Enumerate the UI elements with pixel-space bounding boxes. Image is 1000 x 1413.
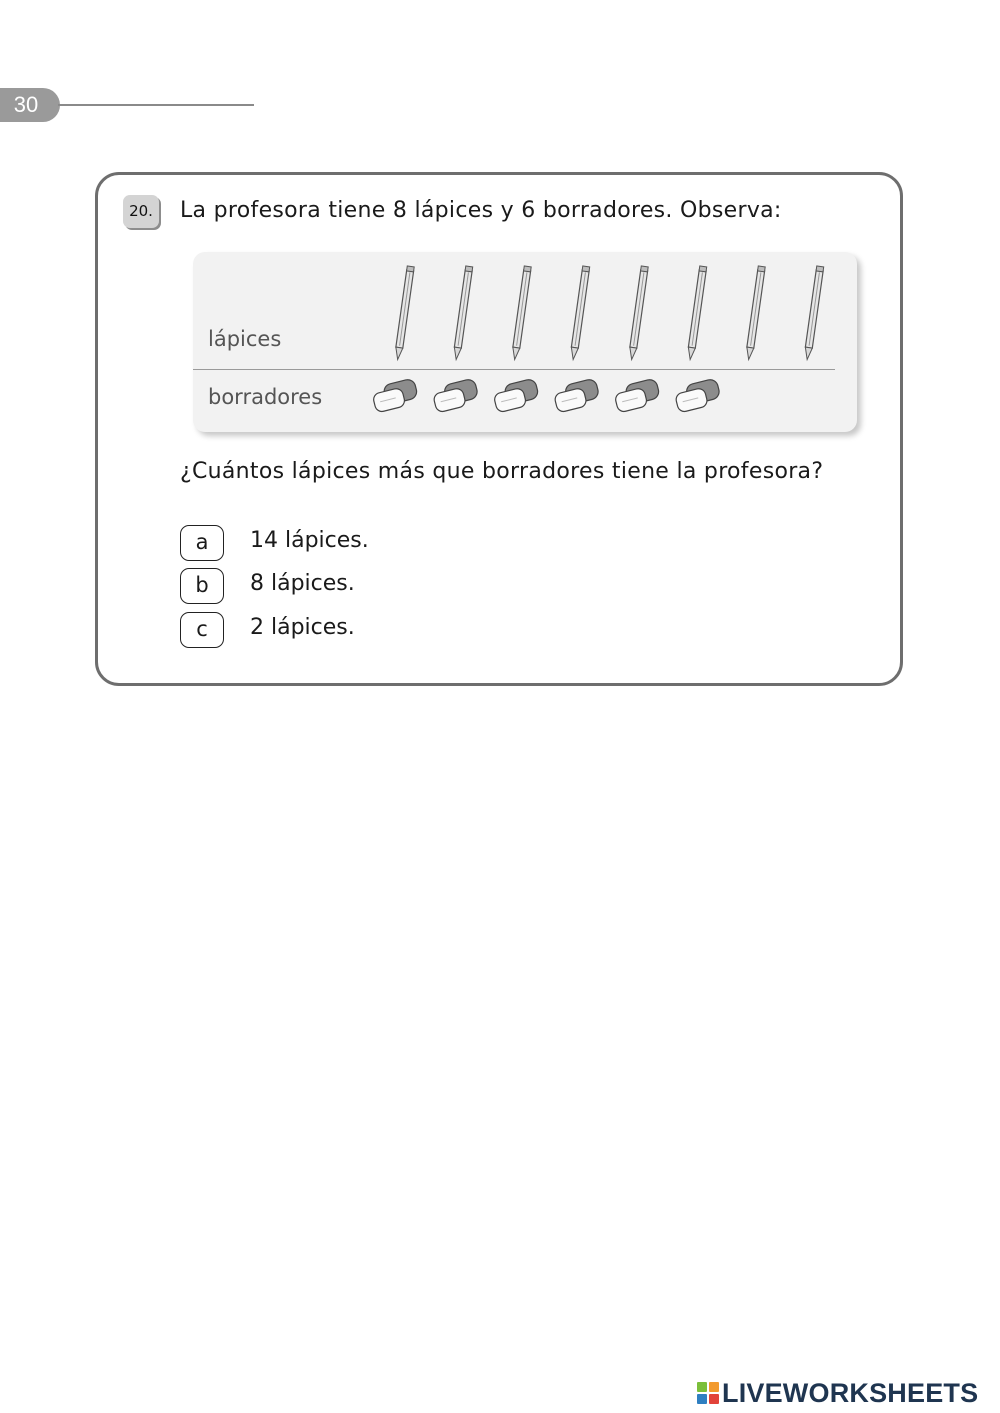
option-letter-box[interactable]: a [180, 525, 224, 561]
header-rule [58, 104, 254, 106]
pictograph-panel [193, 252, 857, 432]
pencil-icon [628, 266, 648, 360]
eraser-icon [371, 378, 420, 413]
pencil-icon [687, 266, 707, 360]
row-label-pencils: lápices [208, 327, 282, 351]
brand-name: LIVEWORKSHEETS [722, 1377, 979, 1408]
eraser-icon [613, 378, 662, 413]
exercise-number-badge: 20. [123, 195, 159, 228]
option-text: 8 lápices. [250, 571, 355, 596]
pictograph-icons [193, 252, 857, 432]
liveworksheets-mark-icon [697, 1382, 719, 1404]
option-text: 2 lápices. [250, 615, 355, 640]
option-text: 14 lápices. [250, 528, 369, 553]
pencil-icon [511, 266, 531, 360]
eraser-icon [492, 378, 541, 413]
liveworksheets-logo [697, 1378, 978, 1408]
pencil-icon [394, 266, 414, 360]
pencil-icon [570, 266, 590, 360]
page-number: 30 [0, 88, 60, 122]
pencil-icon [804, 266, 824, 360]
eraser-icon [673, 378, 722, 413]
pencil-icon [745, 266, 765, 360]
question-text: ¿Cuántos lápices más que borradores tiene la profesora? [180, 459, 824, 484]
row-label-erasers: borradores [208, 385, 323, 409]
eraser-icon [552, 378, 601, 413]
eraser-icon [431, 378, 480, 413]
pencil-icon [453, 266, 473, 360]
option-letter-box[interactable]: c [180, 612, 224, 648]
exercise-prompt: La profesora tiene 8 lápices y 6 borradores. Observa: [180, 198, 782, 223]
option-letter-box[interactable]: b [180, 568, 224, 604]
